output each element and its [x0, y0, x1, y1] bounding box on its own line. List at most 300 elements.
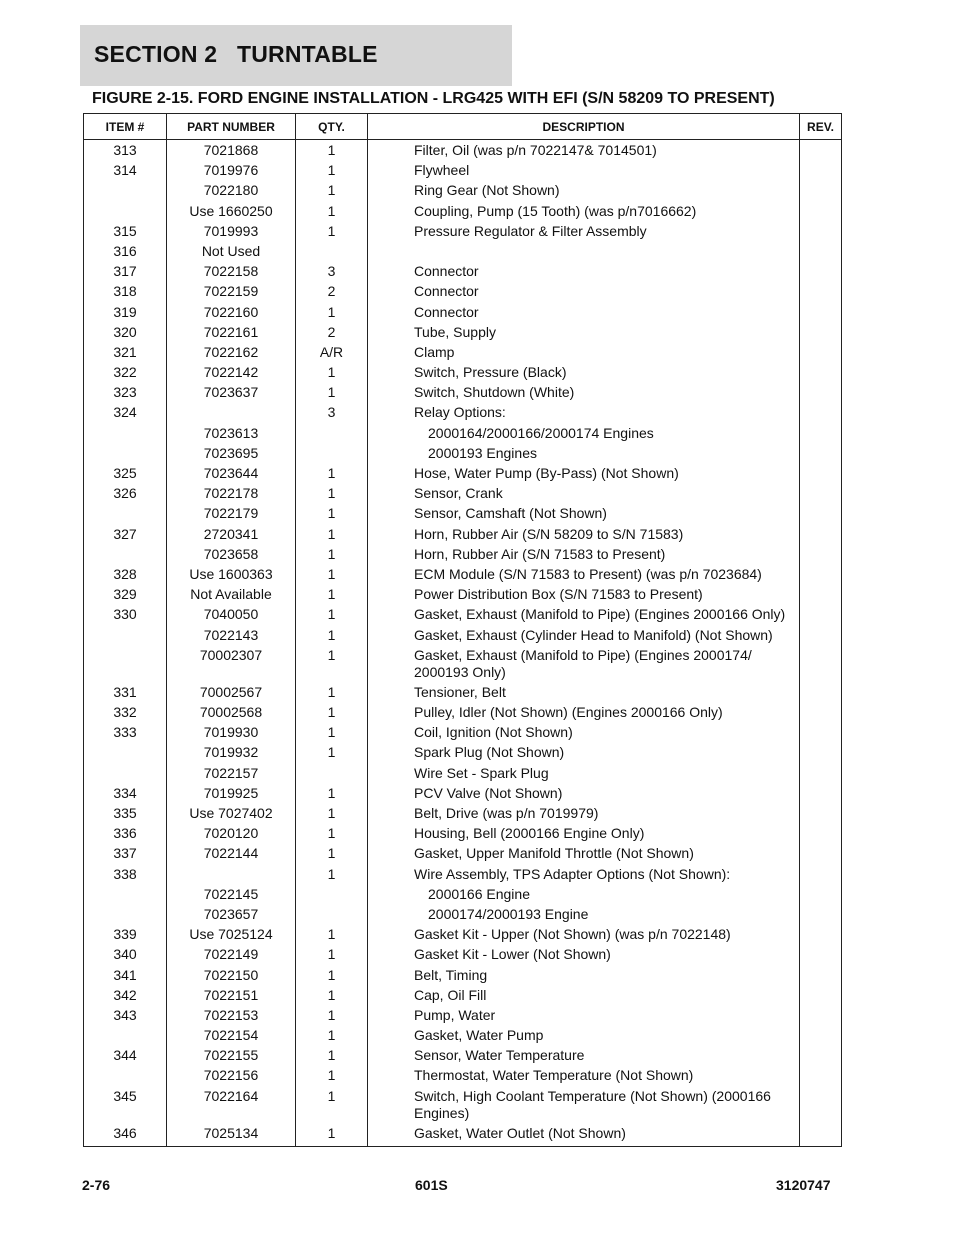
item-number-cell: 344: [84, 1046, 167, 1066]
table-row: [84, 1046, 842, 1066]
table-row: [84, 221, 842, 241]
rev-cell: [800, 645, 842, 682]
part-number-cell: 7022145: [167, 884, 296, 904]
rev-cell: [800, 161, 842, 181]
table-row: [84, 645, 842, 682]
part-number-cell: 7022157: [167, 763, 296, 783]
item-number-cell: 338: [84, 864, 167, 884]
rev-cell: [800, 884, 842, 904]
rev-cell: [800, 423, 842, 443]
table-row: [84, 1123, 842, 1146]
table-row: [84, 282, 842, 302]
table-row: [84, 1066, 842, 1086]
description-cell: PCV Valve (Not Shown): [368, 783, 800, 803]
part-number-cell: 70002307: [167, 645, 296, 682]
description-cell: 2000193 Engines: [368, 443, 800, 463]
rev-cell: [800, 201, 842, 221]
part-number-cell: 7022158: [167, 262, 296, 282]
quantity-cell: 1: [296, 985, 368, 1005]
document-number: 3120747: [776, 1177, 831, 1193]
item-number-cell: [84, 763, 167, 783]
quantity-cell: 3: [296, 403, 368, 423]
rev-cell: [800, 1025, 842, 1045]
item-number-cell: [84, 625, 167, 645]
part-number-cell: 7023637: [167, 383, 296, 403]
description-cell: Spark Plug (Not Shown): [368, 743, 800, 763]
item-number-cell: 316: [84, 241, 167, 261]
table-row: [84, 763, 842, 783]
quantity-cell: 1: [296, 221, 368, 241]
item-number-cell: 322: [84, 362, 167, 382]
section-header: [80, 25, 512, 86]
part-number-cell: 7022179: [167, 504, 296, 524]
quantity-cell: 1: [296, 682, 368, 702]
table-row: [84, 1086, 842, 1123]
quantity-cell: 1: [296, 544, 368, 564]
rev-cell: [800, 1046, 842, 1066]
item-number-cell: 327: [84, 524, 167, 544]
description-cell: Gasket Kit - Lower (Not Shown): [368, 945, 800, 965]
part-number-cell: 7022160: [167, 302, 296, 322]
rev-cell: [800, 262, 842, 282]
table-row: [84, 1005, 842, 1025]
quantity-cell: [296, 904, 368, 924]
quantity-cell: [296, 241, 368, 261]
description-cell: Tube, Supply: [368, 322, 800, 342]
item-number-cell: 331: [84, 682, 167, 702]
rev-cell: [800, 1123, 842, 1146]
rev-cell: [800, 743, 842, 763]
item-number-cell: 313: [84, 140, 167, 161]
table-row: [84, 585, 842, 605]
table-row: [84, 783, 842, 803]
quantity-cell: 1: [296, 383, 368, 403]
table-row: [84, 985, 842, 1005]
table-row: [84, 682, 842, 702]
item-number-cell: [84, 743, 167, 763]
item-number-cell: [84, 884, 167, 904]
table-row: [84, 504, 842, 524]
description-cell: Clamp: [368, 342, 800, 362]
quantity-cell: 1: [296, 605, 368, 625]
parts-table-body: [84, 140, 842, 1147]
table-row: [84, 524, 842, 544]
item-number-cell: [84, 904, 167, 924]
item-number-cell: 328: [84, 564, 167, 584]
rev-cell: [800, 383, 842, 403]
item-number-cell: 343: [84, 1005, 167, 1025]
rev-cell: [800, 504, 842, 524]
table-row: [84, 403, 842, 423]
description-cell: ECM Module (S/N 71583 to Present) (was p/n 7023684): [368, 564, 800, 584]
part-number-cell: 7023658: [167, 544, 296, 564]
part-number-cell: 7022155: [167, 1046, 296, 1066]
rev-cell: [800, 723, 842, 743]
item-number-cell: 346: [84, 1123, 167, 1146]
item-number-cell: 335: [84, 803, 167, 823]
description-cell: Horn, Rubber Air (S/N 58209 to S/N 71583): [368, 524, 800, 544]
rev-cell: [800, 1066, 842, 1086]
quantity-cell: 1: [296, 463, 368, 483]
quantity-cell: 1: [296, 524, 368, 544]
rev-cell: [800, 682, 842, 702]
description-cell: Wire Set - Spark Plug: [368, 763, 800, 783]
description-cell: Gasket, Exhaust (Cylinder Head to Manifold) (Not Shown): [368, 625, 800, 645]
part-number-cell: 7019930: [167, 723, 296, 743]
rev-cell: [800, 463, 842, 483]
model-name: 601S: [415, 1177, 448, 1193]
description-cell: Cap, Oil Fill: [368, 985, 800, 1005]
item-number-cell: 339: [84, 925, 167, 945]
table-row: [84, 262, 842, 282]
description-cell: Gasket, Exhaust (Manifold to Pipe) (Engines 2000174/ 2000193 Only): [368, 645, 800, 682]
table-row: [84, 484, 842, 504]
description-cell: Coil, Ignition (Not Shown): [368, 723, 800, 743]
description-cell: Hose, Water Pump (By-Pass) (Not Shown): [368, 463, 800, 483]
description-cell: Flywheel: [368, 161, 800, 181]
quantity-cell: 1: [296, 1086, 368, 1123]
rev-cell: [800, 844, 842, 864]
item-number-cell: 321: [84, 342, 167, 362]
rev-cell: [800, 763, 842, 783]
part-number-cell: 7023695: [167, 443, 296, 463]
table-row: [84, 884, 842, 904]
quantity-cell: 1: [296, 302, 368, 322]
rev-cell: [800, 985, 842, 1005]
quantity-cell: 1: [296, 1066, 368, 1086]
table-row: [84, 864, 842, 884]
description-cell: Sensor, Water Temperature: [368, 1046, 800, 1066]
item-number-cell: 340: [84, 945, 167, 965]
quantity-cell: 1: [296, 564, 368, 584]
table-row: [84, 423, 842, 443]
part-number-cell: 7023657: [167, 904, 296, 924]
part-number-cell: 7022143: [167, 625, 296, 645]
quantity-cell: 1: [296, 864, 368, 884]
description-cell: Connector: [368, 262, 800, 282]
table-row: [84, 201, 842, 221]
part-number-cell: 7025134: [167, 1123, 296, 1146]
rev-cell: [800, 403, 842, 423]
table-row: [84, 241, 842, 261]
part-number-cell: 7022180: [167, 181, 296, 201]
quantity-cell: [296, 443, 368, 463]
table-row: [84, 302, 842, 322]
quantity-cell: [296, 763, 368, 783]
part-number-cell: 7022178: [167, 484, 296, 504]
description-cell: Gasket, Exhaust (Manifold to Pipe) (Engines 2000166 Only): [368, 605, 800, 625]
quantity-cell: 3: [296, 262, 368, 282]
part-number-cell: 7022161: [167, 322, 296, 342]
quantity-cell: 1: [296, 645, 368, 682]
description-cell: Belt, Drive (was p/n 7019979): [368, 803, 800, 823]
quantity-cell: 1: [296, 201, 368, 221]
part-number-cell: [167, 403, 296, 423]
description-cell: 2000166 Engine: [368, 884, 800, 904]
rev-cell: [800, 140, 842, 161]
table-row: [84, 625, 842, 645]
part-number-cell: [167, 864, 296, 884]
rev-cell: [800, 342, 842, 362]
part-number-cell: 7022150: [167, 965, 296, 985]
part-number-cell: 7023613: [167, 423, 296, 443]
item-number-cell: 323: [84, 383, 167, 403]
part-number-cell: 7022156: [167, 1066, 296, 1086]
part-number-cell: Not Available: [167, 585, 296, 605]
quantity-cell: 1: [296, 1123, 368, 1146]
figure-title: FIGURE 2-15. FORD ENGINE INSTALLATION - LRG425 WITH EFI (S/N 58209 TO PRESENT): [92, 90, 775, 107]
quantity-cell: 1: [296, 362, 368, 382]
part-number-cell: 7019925: [167, 783, 296, 803]
item-number-cell: 320: [84, 322, 167, 342]
item-number-cell: 341: [84, 965, 167, 985]
table-row: [84, 161, 842, 181]
rev-cell: [800, 864, 842, 884]
part-number-cell: 7022151: [167, 985, 296, 1005]
quantity-cell: 1: [296, 1025, 368, 1045]
description-cell: Switch, Pressure (Black): [368, 362, 800, 382]
description-cell: Pulley, Idler (Not Shown) (Engines 2000166 Only): [368, 702, 800, 722]
table-header-row: [84, 114, 842, 140]
rev-cell: [800, 783, 842, 803]
part-number-cell: 7022162: [167, 342, 296, 362]
quantity-cell: [296, 884, 368, 904]
quantity-cell: [296, 423, 368, 443]
table-row: [84, 702, 842, 722]
quantity-cell: 1: [296, 824, 368, 844]
quantity-cell: 1: [296, 925, 368, 945]
table-row: [84, 824, 842, 844]
quantity-cell: A/R: [296, 342, 368, 362]
description-cell: Pressure Regulator & Filter Assembly: [368, 221, 800, 241]
quantity-cell: 1: [296, 965, 368, 985]
column-header-qty: QTY.: [296, 114, 368, 140]
rev-cell: [800, 484, 842, 504]
table-row: [84, 362, 842, 382]
item-number-cell: 334: [84, 783, 167, 803]
description-cell: Belt, Timing: [368, 965, 800, 985]
quantity-cell: 2: [296, 282, 368, 302]
part-number-cell: Use 1660250: [167, 201, 296, 221]
quantity-cell: 1: [296, 803, 368, 823]
part-number-cell: 7019993: [167, 221, 296, 241]
rev-cell: [800, 625, 842, 645]
description-cell: Coupling, Pump (15 Tooth) (was p/n7016662): [368, 201, 800, 221]
description-cell: Housing, Bell (2000166 Engine Only): [368, 824, 800, 844]
item-number-cell: [84, 181, 167, 201]
part-number-cell: 7040050: [167, 605, 296, 625]
item-number-cell: 319: [84, 302, 167, 322]
rev-cell: [800, 702, 842, 722]
part-number-cell: 7022154: [167, 1025, 296, 1045]
rev-cell: [800, 965, 842, 985]
part-number-cell: Use 7025124: [167, 925, 296, 945]
column-header-part-number: PART NUMBER: [167, 114, 296, 140]
quantity-cell: 1: [296, 844, 368, 864]
part-number-cell: 2720341: [167, 524, 296, 544]
column-header-item: ITEM #: [84, 114, 167, 140]
table-row: [84, 564, 842, 584]
rev-cell: [800, 1005, 842, 1025]
rev-cell: [800, 585, 842, 605]
part-number-cell: 7022149: [167, 945, 296, 965]
item-number-cell: 324: [84, 403, 167, 423]
table-row: [84, 723, 842, 743]
part-number-cell: 7022164: [167, 1086, 296, 1123]
part-number-cell: 7022144: [167, 844, 296, 864]
description-cell: Connector: [368, 302, 800, 322]
quantity-cell: 1: [296, 945, 368, 965]
part-number-cell: Use 7027402: [167, 803, 296, 823]
table-row: [84, 904, 842, 924]
description-cell: Tensioner, Belt: [368, 682, 800, 702]
item-number-cell: [84, 443, 167, 463]
description-cell: Power Distribution Box (S/N 71583 to Present): [368, 585, 800, 605]
quantity-cell: 1: [296, 702, 368, 722]
description-cell: Connector: [368, 282, 800, 302]
description-cell: Relay Options:: [368, 403, 800, 423]
table-row: [84, 342, 842, 362]
quantity-cell: 1: [296, 723, 368, 743]
item-number-cell: 333: [84, 723, 167, 743]
rev-cell: [800, 544, 842, 564]
quantity-cell: 1: [296, 585, 368, 605]
description-cell: Switch, Shutdown (White): [368, 383, 800, 403]
description-cell: Gasket, Upper Manifold Throttle (Not Shown): [368, 844, 800, 864]
quantity-cell: 1: [296, 625, 368, 645]
table-row: [84, 181, 842, 201]
rev-cell: [800, 322, 842, 342]
description-cell: Switch, High Coolant Temperature (Not Shown) (2000166 Engines): [368, 1086, 800, 1123]
table-row: [84, 383, 842, 403]
item-number-cell: 318: [84, 282, 167, 302]
rev-cell: [800, 904, 842, 924]
item-number-cell: 315: [84, 221, 167, 241]
table-row: [84, 925, 842, 945]
item-number-cell: 329: [84, 585, 167, 605]
rev-cell: [800, 362, 842, 382]
column-header-description: DESCRIPTION: [368, 114, 800, 140]
table-row: [84, 743, 842, 763]
description-cell: Gasket Kit - Upper (Not Shown) (was p/n 7022148): [368, 925, 800, 945]
description-cell: Pump, Water: [368, 1005, 800, 1025]
item-number-cell: [84, 423, 167, 443]
description-cell: [368, 241, 800, 261]
rev-cell: [800, 605, 842, 625]
rev-cell: [800, 443, 842, 463]
item-number-cell: 342: [84, 985, 167, 1005]
description-cell: Horn, Rubber Air (S/N 71583 to Present): [368, 544, 800, 564]
part-number-cell: 7023644: [167, 463, 296, 483]
item-number-cell: [84, 504, 167, 524]
rev-cell: [800, 302, 842, 322]
description-cell: Sensor, Camshaft (Not Shown): [368, 504, 800, 524]
description-cell: Ring Gear (Not Shown): [368, 181, 800, 201]
item-number-cell: 326: [84, 484, 167, 504]
quantity-cell: 1: [296, 504, 368, 524]
rev-cell: [800, 925, 842, 945]
description-cell: Gasket, Water Pump: [368, 1025, 800, 1045]
item-number-cell: [84, 1066, 167, 1086]
item-number-cell: 337: [84, 844, 167, 864]
section-title: SECTION 2 TURNTABLE: [94, 41, 378, 67]
quantity-cell: 1: [296, 181, 368, 201]
part-number-cell: 7022142: [167, 362, 296, 382]
description-cell: 2000174/2000193 Engine: [368, 904, 800, 924]
part-number-cell: Not Used: [167, 241, 296, 261]
rev-cell: [800, 1086, 842, 1123]
rev-cell: [800, 221, 842, 241]
item-number-cell: 325: [84, 463, 167, 483]
part-number-cell: 7019932: [167, 743, 296, 763]
description-cell: Sensor, Crank: [368, 484, 800, 504]
item-number-cell: 314: [84, 161, 167, 181]
item-number-cell: [84, 645, 167, 682]
quantity-cell: 1: [296, 484, 368, 504]
quantity-cell: 2: [296, 322, 368, 342]
part-number-cell: 70002568: [167, 702, 296, 722]
rev-cell: [800, 824, 842, 844]
item-number-cell: [84, 201, 167, 221]
table-row: [84, 945, 842, 965]
rev-cell: [800, 564, 842, 584]
quantity-cell: 1: [296, 783, 368, 803]
item-number-cell: [84, 544, 167, 564]
item-number-cell: 330: [84, 605, 167, 625]
table-row: [84, 965, 842, 985]
rev-cell: [800, 282, 842, 302]
table-row: [84, 803, 842, 823]
parts-table: [83, 113, 842, 1147]
item-number-cell: 336: [84, 824, 167, 844]
rev-cell: [800, 524, 842, 544]
column-header-rev: REV.: [800, 114, 842, 140]
part-number-cell: 7022153: [167, 1005, 296, 1025]
item-number-cell: 317: [84, 262, 167, 282]
quantity-cell: 1: [296, 140, 368, 161]
rev-cell: [800, 181, 842, 201]
description-cell: 2000164/2000166/2000174 Engines: [368, 423, 800, 443]
item-number-cell: [84, 1025, 167, 1045]
table-row: [84, 544, 842, 564]
quantity-cell: 1: [296, 1005, 368, 1025]
table-row: [84, 605, 842, 625]
description-cell: Wire Assembly, TPS Adapter Options (Not Shown):: [368, 864, 800, 884]
part-number-cell: 7021868: [167, 140, 296, 161]
item-number-cell: 332: [84, 702, 167, 722]
table-row: [84, 844, 842, 864]
quantity-cell: 1: [296, 161, 368, 181]
quantity-cell: 1: [296, 743, 368, 763]
part-number-cell: Use 1600363: [167, 564, 296, 584]
rev-cell: [800, 241, 842, 261]
table-row: [84, 1025, 842, 1045]
description-cell: Filter, Oil (was p/n 7022147& 7014501): [368, 140, 800, 161]
part-number-cell: 7020120: [167, 824, 296, 844]
part-number-cell: 70002567: [167, 682, 296, 702]
item-number-cell: 345: [84, 1086, 167, 1123]
description-cell: Thermostat, Water Temperature (Not Shown): [368, 1066, 800, 1086]
table-row: [84, 140, 842, 161]
description-cell: Gasket, Water Outlet (Not Shown): [368, 1123, 800, 1146]
table-row: [84, 443, 842, 463]
quantity-cell: 1: [296, 1046, 368, 1066]
table-row: [84, 463, 842, 483]
rev-cell: [800, 803, 842, 823]
table-row: [84, 322, 842, 342]
page-number: 2-76: [82, 1177, 111, 1193]
part-number-cell: 7022159: [167, 282, 296, 302]
